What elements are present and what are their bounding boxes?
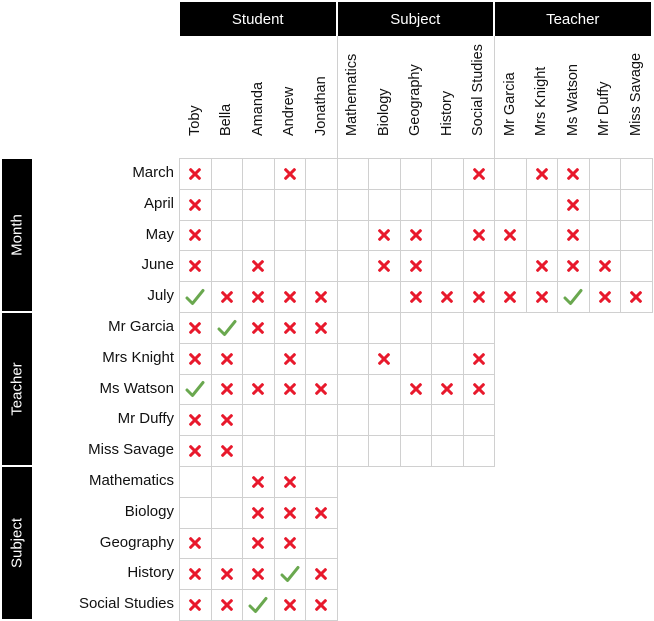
grid-cell[interactable]	[526, 189, 559, 221]
grid-cell[interactable]	[274, 343, 307, 375]
cross-mark-icon	[536, 168, 548, 180]
grid-cell[interactable]	[589, 189, 622, 221]
grid-cell[interactable]	[211, 312, 244, 344]
row-label: Mrs Knight	[102, 348, 174, 366]
grid-cell[interactable]	[242, 466, 275, 498]
cross-mark-icon	[410, 260, 422, 272]
column-label	[400, 36, 431, 158]
grid-cell[interactable]	[305, 466, 338, 498]
grid-cell[interactable]	[211, 250, 244, 282]
grid-cell[interactable]	[242, 528, 275, 560]
grid-cell[interactable]	[179, 497, 212, 529]
grid-cell[interactable]	[179, 312, 212, 344]
grid-cell[interactable]	[463, 312, 496, 344]
grid-cell[interactable]	[242, 281, 275, 313]
column-label-text: Social Studies	[470, 44, 486, 136]
grid-cell[interactable]	[400, 250, 433, 282]
grid-cell[interactable]	[620, 281, 653, 313]
column-label-text: Geography	[407, 64, 423, 136]
grid-cell[interactable]	[305, 558, 338, 590]
cross-mark-icon	[410, 291, 422, 303]
grid-cell[interactable]	[589, 220, 622, 252]
cross-mark-icon	[252, 568, 264, 580]
cross-mark-icon	[252, 507, 264, 519]
grid-cell[interactable]	[179, 558, 212, 590]
cross-mark-icon	[284, 168, 296, 180]
check-mark-icon	[217, 319, 237, 337]
cross-mark-icon	[284, 476, 296, 488]
grid-cell[interactable]	[211, 343, 244, 375]
cross-mark-icon	[473, 168, 485, 180]
row-label: June	[141, 256, 174, 274]
grid-cell[interactable]	[557, 220, 590, 252]
grid-cell[interactable]	[463, 404, 496, 436]
row-label: April	[143, 194, 174, 212]
cross-mark-icon	[410, 229, 422, 241]
cross-mark-icon	[221, 414, 233, 426]
grid-cell[interactable]	[274, 589, 307, 621]
row-header-text: Teacher	[8, 362, 26, 416]
column-label	[557, 36, 588, 158]
grid-cell[interactable]	[211, 220, 244, 252]
cross-mark-icon	[473, 291, 485, 303]
grid-cell[interactable]	[211, 497, 244, 529]
grid-cell[interactable]	[274, 281, 307, 313]
grid-cell[interactable]	[557, 158, 590, 190]
grid-cell[interactable]	[431, 343, 464, 375]
check-mark-icon	[280, 565, 300, 583]
grid-cell[interactable]	[211, 374, 244, 406]
grid-cell[interactable]	[557, 281, 590, 313]
cross-mark-icon	[567, 260, 579, 272]
cross-mark-icon	[599, 260, 611, 272]
grid-cell[interactable]	[400, 312, 433, 344]
cross-mark-icon	[567, 199, 579, 211]
grid-cell[interactable]	[337, 281, 370, 313]
grid-cell[interactable]	[494, 281, 527, 313]
grid-cell[interactable]	[337, 189, 370, 221]
row-label: History	[127, 564, 174, 582]
grid-cell[interactable]	[242, 374, 275, 406]
grid-cell[interactable]	[211, 189, 244, 221]
column-label	[526, 36, 557, 158]
grid-cell[interactable]	[274, 497, 307, 529]
grid-cell[interactable]	[242, 250, 275, 282]
cross-mark-icon	[378, 229, 390, 241]
grid-cell[interactable]	[431, 250, 464, 282]
row-label: Social Studies	[78, 595, 174, 613]
grid-cell[interactable]	[179, 189, 212, 221]
grid-cell[interactable]	[431, 281, 464, 313]
cross-mark-icon	[630, 291, 642, 303]
column-label-text: Miss Savage	[627, 52, 644, 136]
grid-cell[interactable]	[242, 220, 275, 252]
check-mark-icon	[185, 288, 205, 306]
cross-mark-icon	[284, 322, 296, 334]
grid-cell[interactable]	[494, 250, 527, 282]
grid-cell[interactable]	[337, 404, 370, 436]
grid-cell[interactable]	[305, 250, 338, 282]
grid-cell[interactable]	[589, 158, 622, 190]
cross-mark-icon	[504, 229, 516, 241]
grid-cell[interactable]	[242, 189, 275, 221]
column-label-text: Andrew	[281, 86, 297, 136]
cross-mark-icon	[221, 599, 233, 611]
grid-cell[interactable]	[400, 220, 433, 252]
grid-cell[interactable]	[337, 158, 370, 190]
grid-cell[interactable]	[368, 158, 401, 190]
grid-cell[interactable]	[368, 312, 401, 344]
column-label	[463, 36, 494, 158]
cross-mark-icon	[221, 383, 233, 395]
cross-mark-icon	[221, 568, 233, 580]
grid-cell[interactable]	[463, 343, 496, 375]
cross-mark-icon	[504, 291, 516, 303]
grid-cell[interactable]	[400, 281, 433, 313]
grid-cell[interactable]	[179, 374, 212, 406]
cross-mark-icon	[410, 383, 422, 395]
column-header-teacher: Teacher	[495, 2, 651, 36]
column-label-text: Mrs Knight	[533, 66, 549, 136]
grid-cell[interactable]	[305, 435, 338, 467]
grid-cell[interactable]	[211, 435, 244, 467]
grid-cell[interactable]	[211, 558, 244, 590]
grid-cell[interactable]	[179, 404, 212, 436]
grid-cell[interactable]	[400, 158, 433, 190]
grid-cell[interactable]	[211, 158, 244, 190]
grid-cell[interactable]	[242, 312, 275, 344]
column-label	[368, 36, 399, 158]
cross-mark-icon	[567, 168, 579, 180]
cross-mark-icon	[189, 568, 201, 580]
row-header-teacher	[2, 313, 32, 465]
grid-cell[interactable]	[431, 312, 464, 344]
grid-cell[interactable]	[494, 220, 527, 252]
grid-cell[interactable]	[337, 312, 370, 344]
grid-cell[interactable]	[274, 558, 307, 590]
grid-cell[interactable]	[463, 281, 496, 313]
grid-cell[interactable]	[179, 589, 212, 621]
grid-cell[interactable]	[368, 250, 401, 282]
grid-cell[interactable]	[620, 158, 653, 190]
grid-cell[interactable]	[526, 281, 559, 313]
grid-cell[interactable]	[179, 281, 212, 313]
cross-mark-icon	[252, 260, 264, 272]
check-mark-icon	[563, 288, 583, 306]
grid-cell[interactable]	[368, 404, 401, 436]
row-label: July	[147, 287, 174, 305]
grid-cell[interactable]	[211, 589, 244, 621]
grid-cell[interactable]	[620, 189, 653, 221]
column-label-text: Jonathan	[312, 76, 329, 136]
column-label-text: Mr Duffy	[596, 81, 612, 136]
cross-mark-icon	[284, 507, 296, 519]
grid-cell[interactable]	[368, 374, 401, 406]
cross-mark-icon	[315, 599, 327, 611]
grid-cell[interactable]	[431, 435, 464, 467]
grid-cell[interactable]	[274, 158, 307, 190]
row-label: Geography	[99, 533, 174, 551]
row-label: Mathematics	[88, 472, 174, 489]
cross-mark-icon	[189, 260, 201, 272]
grid-cell[interactable]	[242, 589, 275, 621]
column-label-text: Toby	[186, 105, 203, 136]
grid-cell[interactable]	[179, 466, 212, 498]
cross-mark-icon	[473, 353, 485, 365]
grid-cell[interactable]	[274, 404, 307, 436]
grid-cell[interactable]	[305, 281, 338, 313]
column-label	[589, 36, 620, 158]
column-label	[494, 36, 525, 158]
grid-cell[interactable]	[368, 189, 401, 221]
grid-cell[interactable]	[337, 343, 370, 375]
grid-cell[interactable]	[242, 435, 275, 467]
column-header-subject: Subject	[338, 2, 494, 36]
cross-mark-icon	[252, 383, 264, 395]
row-header-month	[2, 159, 32, 311]
grid-cell[interactable]	[274, 374, 307, 406]
cross-mark-icon	[189, 445, 201, 457]
cross-mark-icon	[536, 260, 548, 272]
cross-mark-icon	[189, 414, 201, 426]
grid-cell[interactable]	[179, 250, 212, 282]
grid-cell[interactable]	[526, 220, 559, 252]
grid-cell[interactable]	[463, 189, 496, 221]
grid-cell[interactable]	[589, 250, 622, 282]
grid-cell[interactable]	[368, 343, 401, 375]
column-label-text: Biology	[375, 88, 392, 136]
cross-mark-icon	[378, 353, 390, 365]
row-label: Mr Garcia	[108, 318, 174, 335]
grid-cell[interactable]	[494, 189, 527, 221]
column-label-text: Amanda	[249, 81, 266, 136]
grid-cell[interactable]	[368, 220, 401, 252]
grid-cell[interactable]	[305, 220, 338, 252]
grid-cell[interactable]	[274, 528, 307, 560]
grid-cell[interactable]	[337, 374, 370, 406]
grid-cell[interactable]	[463, 435, 496, 467]
column-label-text: Ms Watson	[564, 64, 581, 136]
grid-cell[interactable]	[211, 528, 244, 560]
row-label: Biology	[124, 502, 174, 520]
cross-mark-icon	[252, 476, 264, 488]
grid-cell[interactable]	[274, 312, 307, 344]
grid-cell[interactable]	[400, 435, 433, 467]
row-label: March	[132, 164, 174, 181]
grid-cell[interactable]	[337, 435, 370, 467]
grid-cell[interactable]	[274, 189, 307, 221]
grid-cell[interactable]	[242, 404, 275, 436]
column-label	[242, 36, 273, 158]
cross-mark-icon	[284, 537, 296, 549]
grid-cell[interactable]	[274, 466, 307, 498]
grid-cell[interactable]	[557, 250, 590, 282]
grid-cell[interactable]	[242, 558, 275, 590]
cross-mark-icon	[189, 322, 201, 334]
column-header-student: Student	[180, 2, 336, 36]
column-label-text: Bella	[218, 103, 234, 136]
grid-cell[interactable]	[305, 158, 338, 190]
cross-mark-icon	[315, 568, 327, 580]
grid-cell[interactable]	[242, 158, 275, 190]
grid-cell[interactable]	[305, 189, 338, 221]
grid-cell[interactable]	[431, 220, 464, 252]
column-label-text: Mathematics	[344, 53, 360, 136]
cross-mark-icon	[189, 599, 201, 611]
grid-cell[interactable]	[557, 189, 590, 221]
cross-mark-icon	[441, 383, 453, 395]
cross-mark-icon	[441, 291, 453, 303]
cross-mark-icon	[284, 599, 296, 611]
grid-cell[interactable]	[463, 220, 496, 252]
check-mark-icon	[185, 380, 205, 398]
cross-mark-icon	[252, 537, 264, 549]
grid-cell[interactable]	[431, 189, 464, 221]
grid-cell[interactable]	[305, 374, 338, 406]
cross-mark-icon	[315, 507, 327, 519]
grid-cell[interactable]	[211, 281, 244, 313]
cross-mark-icon	[221, 291, 233, 303]
cross-mark-icon	[536, 291, 548, 303]
grid-cell[interactable]	[179, 528, 212, 560]
cross-mark-icon	[567, 229, 579, 241]
grid-cell[interactable]	[620, 220, 653, 252]
grid-cell[interactable]	[242, 343, 275, 375]
grid-cell[interactable]	[589, 281, 622, 313]
grid-cell[interactable]	[400, 189, 433, 221]
column-label	[431, 36, 462, 158]
grid-cell[interactable]	[463, 250, 496, 282]
column-label	[620, 36, 651, 158]
cross-mark-icon	[221, 353, 233, 365]
grid-cell[interactable]	[368, 281, 401, 313]
block-divider	[494, 36, 495, 158]
grid-cell[interactable]	[337, 220, 370, 252]
grid-cell[interactable]	[620, 250, 653, 282]
cross-mark-icon	[599, 291, 611, 303]
grid-cell[interactable]	[431, 158, 464, 190]
row-label: Ms Watson	[99, 379, 174, 397]
grid-cell[interactable]	[305, 312, 338, 344]
grid-cell[interactable]	[179, 158, 212, 190]
cross-mark-icon	[315, 322, 327, 334]
grid-cell[interactable]	[305, 589, 338, 621]
grid-cell[interactable]	[305, 343, 338, 375]
cross-mark-icon	[315, 383, 327, 395]
row-label: Miss Savage	[88, 441, 174, 459]
cross-mark-icon	[221, 445, 233, 457]
grid-cell[interactable]	[526, 158, 559, 190]
column-label	[337, 36, 368, 158]
grid-cell[interactable]	[463, 158, 496, 190]
grid-cell[interactable]	[463, 374, 496, 406]
cross-mark-icon	[189, 537, 201, 549]
grid-cell[interactable]	[274, 220, 307, 252]
cross-mark-icon	[189, 199, 201, 211]
column-label	[305, 36, 336, 158]
row-label: Mr Duffy	[117, 410, 174, 428]
row-header-text: Month	[8, 214, 26, 256]
grid-cell[interactable]	[305, 404, 338, 436]
row-label: May	[145, 225, 174, 243]
check-mark-icon	[248, 596, 268, 614]
column-label-text: History	[438, 90, 455, 136]
block-divider	[337, 36, 338, 158]
cross-mark-icon	[189, 168, 201, 180]
grid-cell[interactable]	[400, 404, 433, 436]
row-header-subject	[2, 467, 32, 619]
grid-cell[interactable]	[305, 497, 338, 529]
cross-mark-icon	[473, 383, 485, 395]
grid-cell[interactable]	[431, 374, 464, 406]
grid-cell[interactable]	[211, 466, 244, 498]
cross-mark-icon	[284, 353, 296, 365]
column-label	[179, 36, 210, 158]
grid-cell[interactable]	[274, 435, 307, 467]
grid-cell[interactable]	[400, 374, 433, 406]
cross-mark-icon	[284, 291, 296, 303]
column-label	[274, 36, 305, 158]
row-header-text: Subject	[8, 517, 26, 569]
grid-cell[interactable]	[526, 250, 559, 282]
grid-cell[interactable]	[400, 343, 433, 375]
cross-mark-icon	[252, 322, 264, 334]
cross-mark-icon	[378, 260, 390, 272]
grid-cell[interactable]	[211, 404, 244, 436]
grid-cell[interactable]	[337, 250, 370, 282]
grid-cell[interactable]	[179, 343, 212, 375]
grid-cell[interactable]	[242, 497, 275, 529]
grid-cell[interactable]	[494, 158, 527, 190]
cross-mark-icon	[315, 291, 327, 303]
grid-cell[interactable]	[368, 435, 401, 467]
cross-mark-icon	[252, 291, 264, 303]
grid-cell[interactable]	[179, 220, 212, 252]
cross-mark-icon	[473, 229, 485, 241]
grid-cell[interactable]	[274, 250, 307, 282]
cross-mark-icon	[284, 383, 296, 395]
grid-cell[interactable]	[179, 435, 212, 467]
grid-cell[interactable]	[431, 404, 464, 436]
column-label	[211, 36, 242, 158]
grid-cell[interactable]	[305, 528, 338, 560]
cross-mark-icon	[189, 229, 201, 241]
column-label-text: Mr Garcia	[501, 72, 518, 136]
cross-mark-icon	[189, 353, 201, 365]
